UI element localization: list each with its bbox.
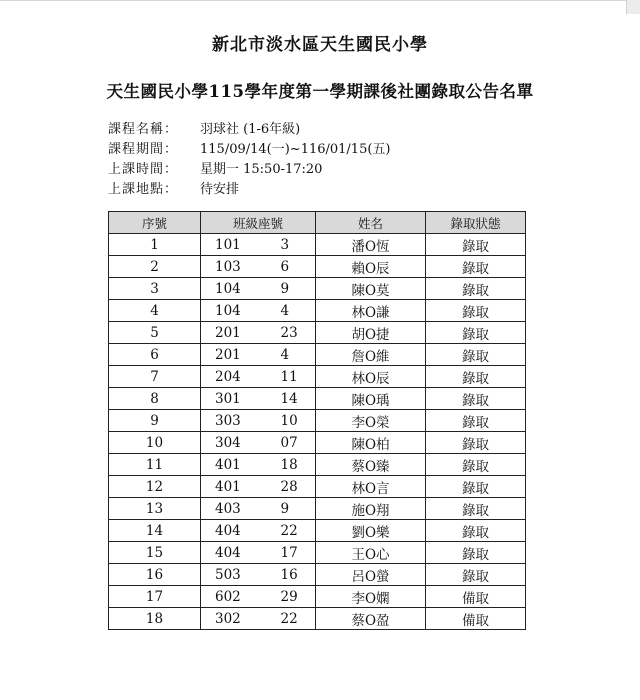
table-row (109, 388, 526, 410)
course-name-value: 羽球社 (1-6年級) (200, 122, 301, 137)
row-seat: 28 (261, 476, 316, 498)
table-row (109, 586, 526, 608)
row-seat: 11 (261, 366, 316, 388)
row-class: 401 (201, 454, 261, 476)
row-class: 101 (201, 234, 261, 256)
row-status: 錄取 (426, 410, 526, 432)
row-class: 201 (201, 344, 261, 366)
table-body (109, 234, 526, 630)
row-seat: 16 (261, 564, 316, 586)
course-period-row (108, 140, 391, 160)
row-status: 錄取 (426, 322, 526, 344)
row-name: 林O辰 (316, 366, 426, 388)
table-row (109, 476, 526, 498)
table-row (109, 278, 526, 300)
class-time-value: 星期一 15:50-17:20 (200, 162, 323, 177)
row-name: 林O言 (316, 476, 426, 498)
row-seat: 3 (261, 234, 316, 256)
row-seat: 07 (261, 432, 316, 454)
row-serial: 1 (109, 234, 201, 256)
scrollbar-corner (626, 0, 640, 14)
row-class: 104 (201, 278, 261, 300)
class-location-row (108, 180, 391, 200)
row-status: 錄取 (426, 300, 526, 322)
row-class: 104 (201, 300, 261, 322)
row-seat: 29 (261, 586, 316, 608)
header-class-seat: 班級座號 (201, 212, 316, 234)
class-time-row (108, 160, 391, 180)
row-seat: 14 (261, 388, 316, 410)
row-serial: 12 (109, 476, 201, 498)
row-status: 錄取 (426, 278, 526, 300)
page-top-border (0, 0, 640, 1)
table-row (109, 432, 526, 454)
row-seat: 23 (261, 322, 316, 344)
row-class: 201 (201, 322, 261, 344)
row-serial: 7 (109, 366, 201, 388)
row-name: 陳O柏 (316, 432, 426, 454)
row-status: 錄取 (426, 366, 526, 388)
row-class: 103 (201, 256, 261, 278)
row-class: 404 (201, 542, 261, 564)
row-serial: 18 (109, 608, 201, 630)
course-period-value: 115/09/14(一)~116/01/15(五) (200, 142, 391, 157)
row-status: 錄取 (426, 564, 526, 586)
row-serial: 17 (109, 586, 201, 608)
table-row (109, 234, 526, 256)
class-location-label: 上課地點： (108, 182, 179, 197)
announcement-title: 天生國民小學115學年度第一學期課後社團錄取公告名單 (106, 82, 534, 101)
row-status: 錄取 (426, 344, 526, 366)
admission-table (108, 211, 526, 630)
table-header-row (109, 212, 526, 234)
row-status: 錄取 (426, 388, 526, 410)
row-class: 204 (201, 366, 261, 388)
row-name: 賴O辰 (316, 256, 426, 278)
course-info (108, 120, 391, 200)
row-serial: 8 (109, 388, 201, 410)
row-name: 林O謙 (316, 300, 426, 322)
class-location-value: 待安排 (200, 182, 240, 197)
table-row (109, 498, 526, 520)
row-name: 潘O恆 (316, 234, 426, 256)
row-serial: 6 (109, 344, 201, 366)
row-name: 蔡O盈 (316, 608, 426, 630)
table-row (109, 542, 526, 564)
row-serial: 14 (109, 520, 201, 542)
row-name: 陳O瑀 (316, 388, 426, 410)
row-name: 胡O捷 (316, 322, 426, 344)
row-seat: 18 (261, 454, 316, 476)
row-seat: 9 (261, 278, 316, 300)
row-class: 403 (201, 498, 261, 520)
table-row (109, 366, 526, 388)
table-row (109, 454, 526, 476)
row-status: 錄取 (426, 498, 526, 520)
row-seat: 10 (261, 410, 316, 432)
class-time-label: 上課時間： (108, 162, 179, 177)
table-row (109, 410, 526, 432)
course-name-row (108, 120, 391, 140)
row-name: 劉O樂 (316, 520, 426, 542)
row-status: 錄取 (426, 234, 526, 256)
row-seat: 4 (261, 300, 316, 322)
table-row (109, 344, 526, 366)
row-status: 錄取 (426, 476, 526, 498)
row-seat: 4 (261, 344, 316, 366)
row-status: 錄取 (426, 256, 526, 278)
row-serial: 9 (109, 410, 201, 432)
row-name: 蔡O臻 (316, 454, 426, 476)
table-row (109, 564, 526, 586)
row-class: 404 (201, 520, 261, 542)
row-class: 503 (201, 564, 261, 586)
row-class: 301 (201, 388, 261, 410)
row-name: 王O心 (316, 542, 426, 564)
course-name-label: 課程名稱： (108, 122, 179, 137)
row-serial: 5 (109, 322, 201, 344)
row-class: 303 (201, 410, 261, 432)
table-row (109, 608, 526, 630)
row-serial: 10 (109, 432, 201, 454)
row-seat: 17 (261, 542, 316, 564)
row-serial: 2 (109, 256, 201, 278)
row-class: 302 (201, 608, 261, 630)
row-name: 陳O莫 (316, 278, 426, 300)
row-status: 錄取 (426, 454, 526, 476)
table-row (109, 322, 526, 344)
row-name: 李O榮 (316, 410, 426, 432)
row-serial: 4 (109, 300, 201, 322)
row-serial: 11 (109, 454, 201, 476)
table-row (109, 300, 526, 322)
row-serial: 13 (109, 498, 201, 520)
row-seat: 22 (261, 608, 316, 630)
row-seat: 9 (261, 498, 316, 520)
header-status: 錄取狀態 (426, 212, 526, 234)
row-name: 李O嫻 (316, 586, 426, 608)
row-status: 錄取 (426, 542, 526, 564)
row-seat: 6 (261, 256, 316, 278)
row-class: 602 (201, 586, 261, 608)
table-row (109, 256, 526, 278)
row-name: 施O翔 (316, 498, 426, 520)
header-serial: 序號 (109, 212, 201, 234)
row-serial: 16 (109, 564, 201, 586)
row-status: 錄取 (426, 520, 526, 542)
row-name: 詹O維 (316, 344, 426, 366)
row-seat: 22 (261, 520, 316, 542)
row-status: 錄取 (426, 432, 526, 454)
row-class: 401 (201, 476, 261, 498)
row-status: 備取 (426, 586, 526, 608)
header-name: 姓名 (316, 212, 426, 234)
row-serial: 15 (109, 542, 201, 564)
row-name: 呂O螢 (316, 564, 426, 586)
school-title: 新北市淡水區天生國民小學 (212, 35, 428, 55)
row-serial: 3 (109, 278, 201, 300)
row-class: 304 (201, 432, 261, 454)
table-row (109, 520, 526, 542)
row-status: 備取 (426, 608, 526, 630)
course-period-label: 課程期間： (108, 142, 179, 157)
